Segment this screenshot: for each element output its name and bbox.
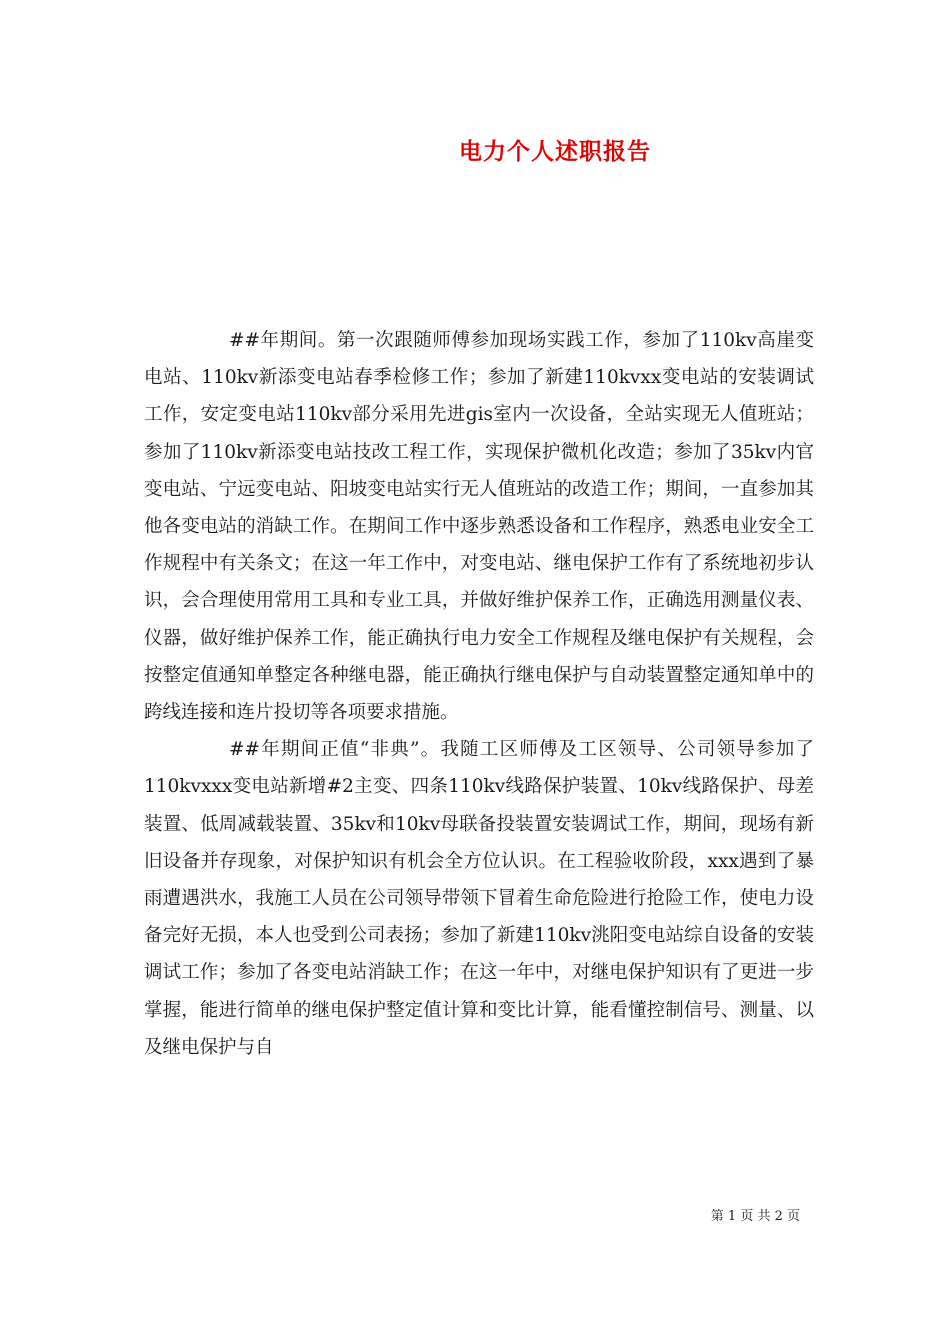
page-number: 第 1 页 共 2 页 [710,1209,800,1224]
paragraph-1: ##年期间。第一次跟随师傅参加现场实践工作，参加了110kv高崖变电站、110kv新添变电站春季检修工作；参加了新建110kvxx变电站的安装调试工作，安定变电站110kv部分采用先进gis室内一次设备，全站实现无人值班站；参加了110kv新添变电站技改工程工作，实现保护微机化改造；参加了35kv内官变电站、宁远变电站、阳坡变电站实行无人值班站的改造工作；期间，一直参加其他各变电站的消缺工作。在期间工作中逐步熟悉设备和工作程序，熟悉电业安全工作规程中有关条文；在这一年工作中，对变电站、继电保护工作有了系统地初步认识，会合理使用常用工具和专业工具，并做好维护保养工作，正确选用测量仪表、仪器，做好维护保养工作，能正确执行电力安全工作规程及继电保护有关规程，会按整定值通知单整定各种继电器，能正确执行继电保护与自动装置整定通知单中的跨线连接和连片投切等各项要求措施。 [144,330,814,724]
paragraph-2: ##年期间正值“非典”。我随工区师傅及工区领导、公司领导参加了110kvxxx变电站新增#2主变、四条110kv线路保护装置、10kv线路保护、母差装置、低周减载装置、35kv和10kv母联备投装置安装调试工作，期间，现场有新旧设备并存现象，对保护知识有机会全方位认识。在工程验收阶段，xxx遇到了暴雨遭遇洪水，我施工人员在公司领导带领下冒着生命危险进行抢险工作，使电力设备完好无损，本人也受到公司表扬；参加了新建110kv洮阳变电站综自设备的安装调试工作；参加了各变电站消缺工作；在这一年中，对继电保护知识有了更进一步掌握，能进行简单的继电保护整定值计算和变比计算，能看懂控制信号、测量、以及继电保护与自 [144,739,814,1058]
document-body [144,322,814,1066]
document-title: 电力个人述职报告 [459,138,651,165]
